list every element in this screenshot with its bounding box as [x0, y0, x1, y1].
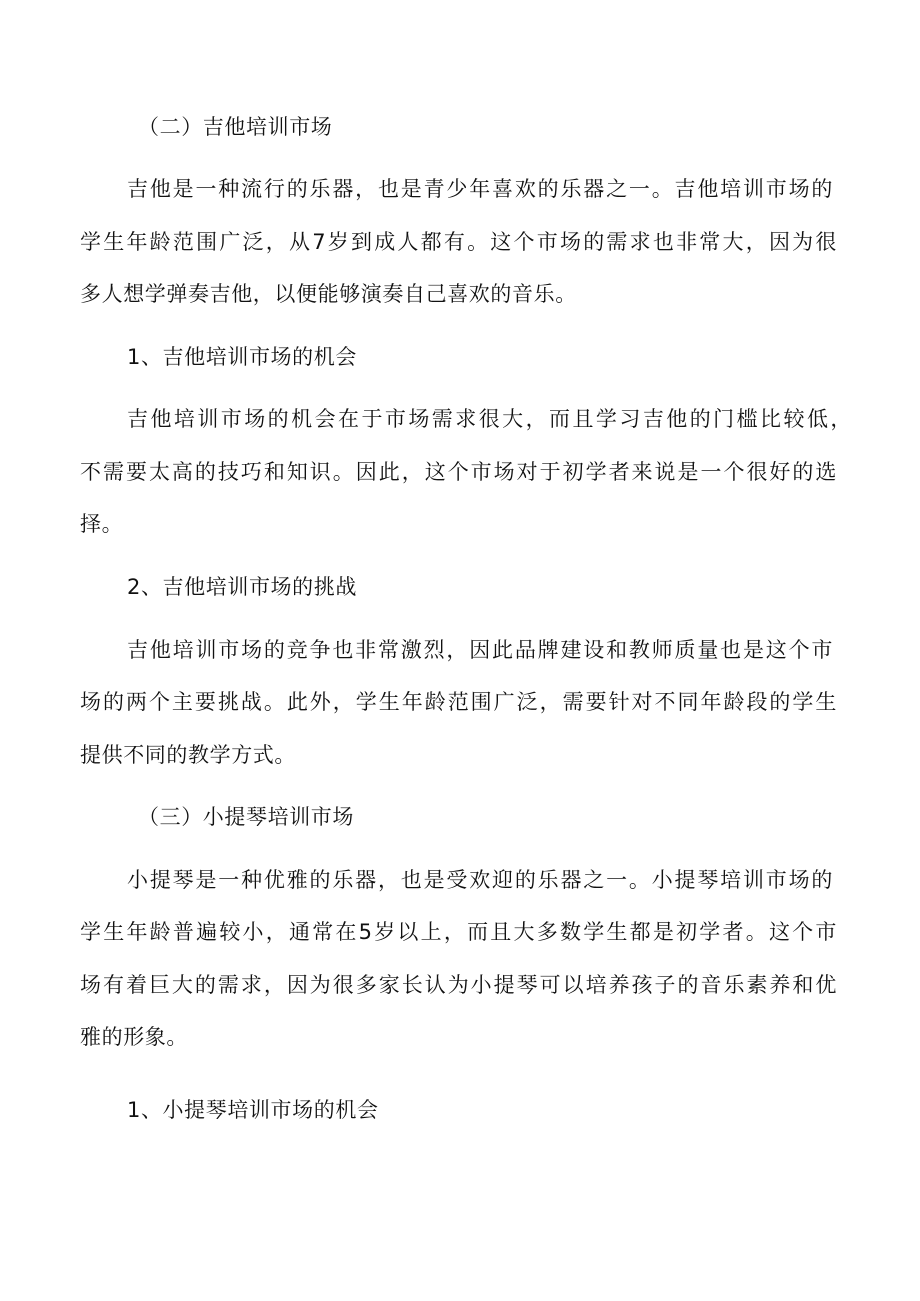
- paragraph-line: 多人想学弹奏吉他，以便能够演奏自己喜欢的音乐。: [80, 282, 577, 306]
- section-heading-violin: （三）小提琴培训市场: [138, 805, 354, 829]
- paragraph-line: 择。: [80, 512, 124, 536]
- paragraph-line: 场有着巨大的需求，因为很多家长认为小提琴可以培养孩子的音乐素养和优: [80, 973, 837, 997]
- paragraph-line: 小提琴是一种优雅的乐器，也是受欢迎的乐器之一。小提琴培训市场的: [127, 868, 833, 892]
- paragraph-line: 吉他培训市场的竞争也非常激烈，因此品牌建设和教师质量也是这个市: [127, 638, 833, 662]
- paragraph-line: 吉他是一种流行的乐器，也是青少年喜欢的乐器之一。吉他培训市场的: [127, 177, 833, 201]
- paragraph-line: 雅的形象。: [80, 1025, 188, 1049]
- paragraph-line: 学生年龄范围广泛，从7岁到成人都有。这个市场的需求也非常大，因为很: [80, 230, 837, 254]
- subsection-heading-guitar-challenge: 2、吉他培训市场的挑战: [127, 575, 357, 599]
- paragraph-line: 提供不同的教学方式。: [80, 743, 296, 767]
- subsection-heading-violin-opportunity: 1、小提琴培训市场的机会: [127, 1098, 379, 1122]
- paragraph-line: 不需要太高的技巧和知识。因此，这个市场对于初学者来说是一个很好的选: [80, 460, 837, 484]
- paragraph-line: 场的两个主要挑战。此外，学生年龄范围广泛，需要针对不同年龄段的学生: [80, 690, 837, 714]
- paragraph-line: 吉他培训市场的机会在于市场需求很大，而且学习吉他的门槛比较低，: [127, 407, 852, 431]
- section-heading-guitar: （二）吉他培训市场: [138, 115, 333, 139]
- paragraph-line: 学生年龄普遍较小，通常在5岁以上，而且大多数学生都是初学者。这个市: [80, 920, 837, 944]
- subsection-heading-guitar-opportunity: 1、吉他培训市场的机会: [127, 345, 357, 369]
